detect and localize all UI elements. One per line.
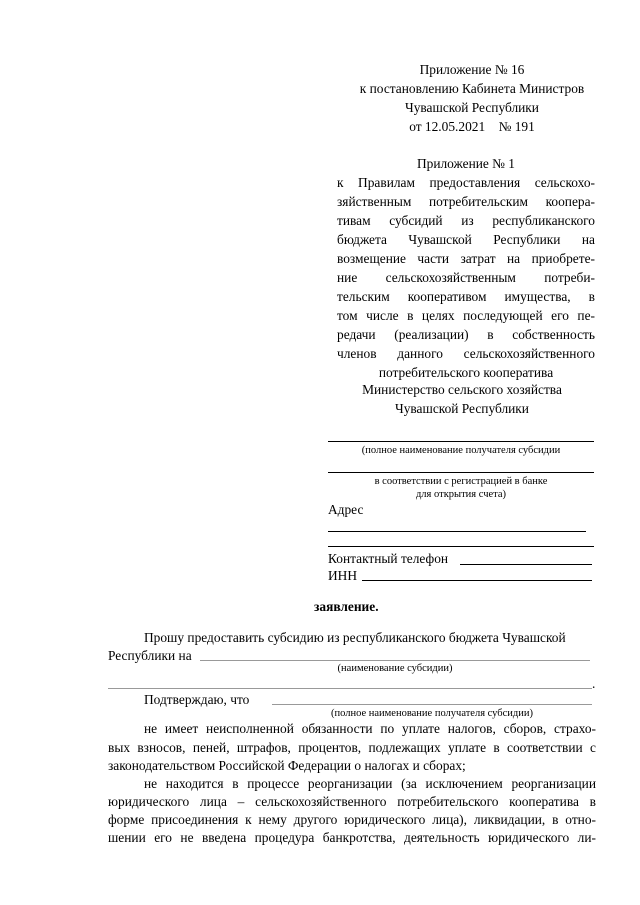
- appendix-1-line: том числе в целях последующей его пе-: [337, 308, 595, 323]
- subsidy-name-line-2[interactable]: [108, 688, 592, 689]
- appendix-16-line: от 12.05.2021 № 191: [409, 119, 535, 134]
- appendix-1-line: к Правилам предоставления сельскохо-: [337, 175, 595, 190]
- addressee-line: Чувашской Республики: [395, 401, 529, 416]
- body-line: не имеет неисполненной обязанности по уплате налогов, сборов, страхо-: [144, 721, 596, 736]
- bank-caption-line: для открытия счета): [415, 489, 507, 500]
- address-line-1[interactable]: [328, 531, 586, 532]
- appendix-1-line: ние сельскохозяйственным потреби-: [337, 270, 595, 285]
- subsidy-name-line[interactable]: [200, 660, 590, 661]
- addressee: [330, 380, 594, 418]
- appendix-16-line: Приложение № 16: [419, 62, 525, 77]
- recipient-name-caption: (полное наименование получателя субсидии: [361, 445, 561, 456]
- address-line-2[interactable]: [328, 546, 594, 547]
- phone-label: Контактный телефон: [328, 551, 449, 566]
- body-line: шении его не введена процедура банкротства, деятельность юридического ли-: [108, 830, 596, 845]
- body-line: юридического лица – сельскохозяйственного потребительского кооператива в: [108, 794, 596, 809]
- addressee-line: Министерство сельского хозяйства: [362, 382, 562, 397]
- phone-field-line[interactable]: [460, 564, 592, 565]
- appendix-16-header: [330, 60, 614, 136]
- confirm-recipient-caption: (полное наименование получателя субсидии): [331, 708, 533, 719]
- line-end-period: .: [592, 676, 596, 691]
- confirm-recipient-line[interactable]: [272, 704, 592, 705]
- appendix-1-line: членов данного сельскохозяйственного: [337, 346, 595, 361]
- statement-title: заявление.: [314, 599, 379, 614]
- recipient-bank-line[interactable]: [328, 472, 594, 473]
- appendix-1-header: [337, 154, 595, 382]
- appendix-1-line: зяйственным потребительским коопера-: [337, 194, 595, 209]
- appendix-1-line: тивам субсидий из республиканского: [337, 213, 595, 228]
- request-line-2: Республики на: [108, 648, 192, 663]
- appendix-1-line: бюджета Чувашской Республики на: [337, 232, 595, 247]
- body-line: вых взносов, пеней, штрафов, процентов, подлежащих уплате в соответствии с: [108, 740, 596, 755]
- inn-field-line[interactable]: [362, 580, 592, 581]
- recipient-name-line[interactable]: [328, 441, 594, 442]
- request-line-1: Прошу предоставить субсидию из республиканского бюджета Чувашской: [144, 630, 566, 645]
- inn-label: ИНН: [328, 568, 358, 583]
- confirm-line: Подтверждаю, что: [144, 692, 250, 707]
- appendix-16-line: к постановлению Кабинета Министров: [359, 81, 585, 96]
- appendix-1-line: тельским кооперативом имущества, в: [337, 289, 595, 304]
- recipient-bank-caption: [328, 475, 594, 501]
- appendix-1-line: редачи (реализации) в собственность: [337, 327, 595, 342]
- body-line: форме присоединения к нему другого юридического лица), ликвидации, в отно-: [108, 812, 596, 827]
- appendix-1-line: возмещение части затрат на приобрете-: [337, 251, 595, 266]
- body-line: законодательством Российской Федерации о налогах и сборах;: [108, 758, 466, 773]
- subsidy-caption: (наименование субсидии): [337, 663, 453, 674]
- bank-caption-line: в соответствии с регистрацией в банке: [374, 476, 548, 487]
- address-label: Адрес: [328, 502, 364, 517]
- body-line: не находится в процессе реорганизации (за исключением реорганизации: [144, 776, 596, 791]
- appendix-1-title: Приложение № 1: [416, 156, 516, 171]
- appendix-1-line: потребительского кооператива: [378, 365, 554, 380]
- appendix-16-line: Чувашской Республики: [405, 100, 539, 115]
